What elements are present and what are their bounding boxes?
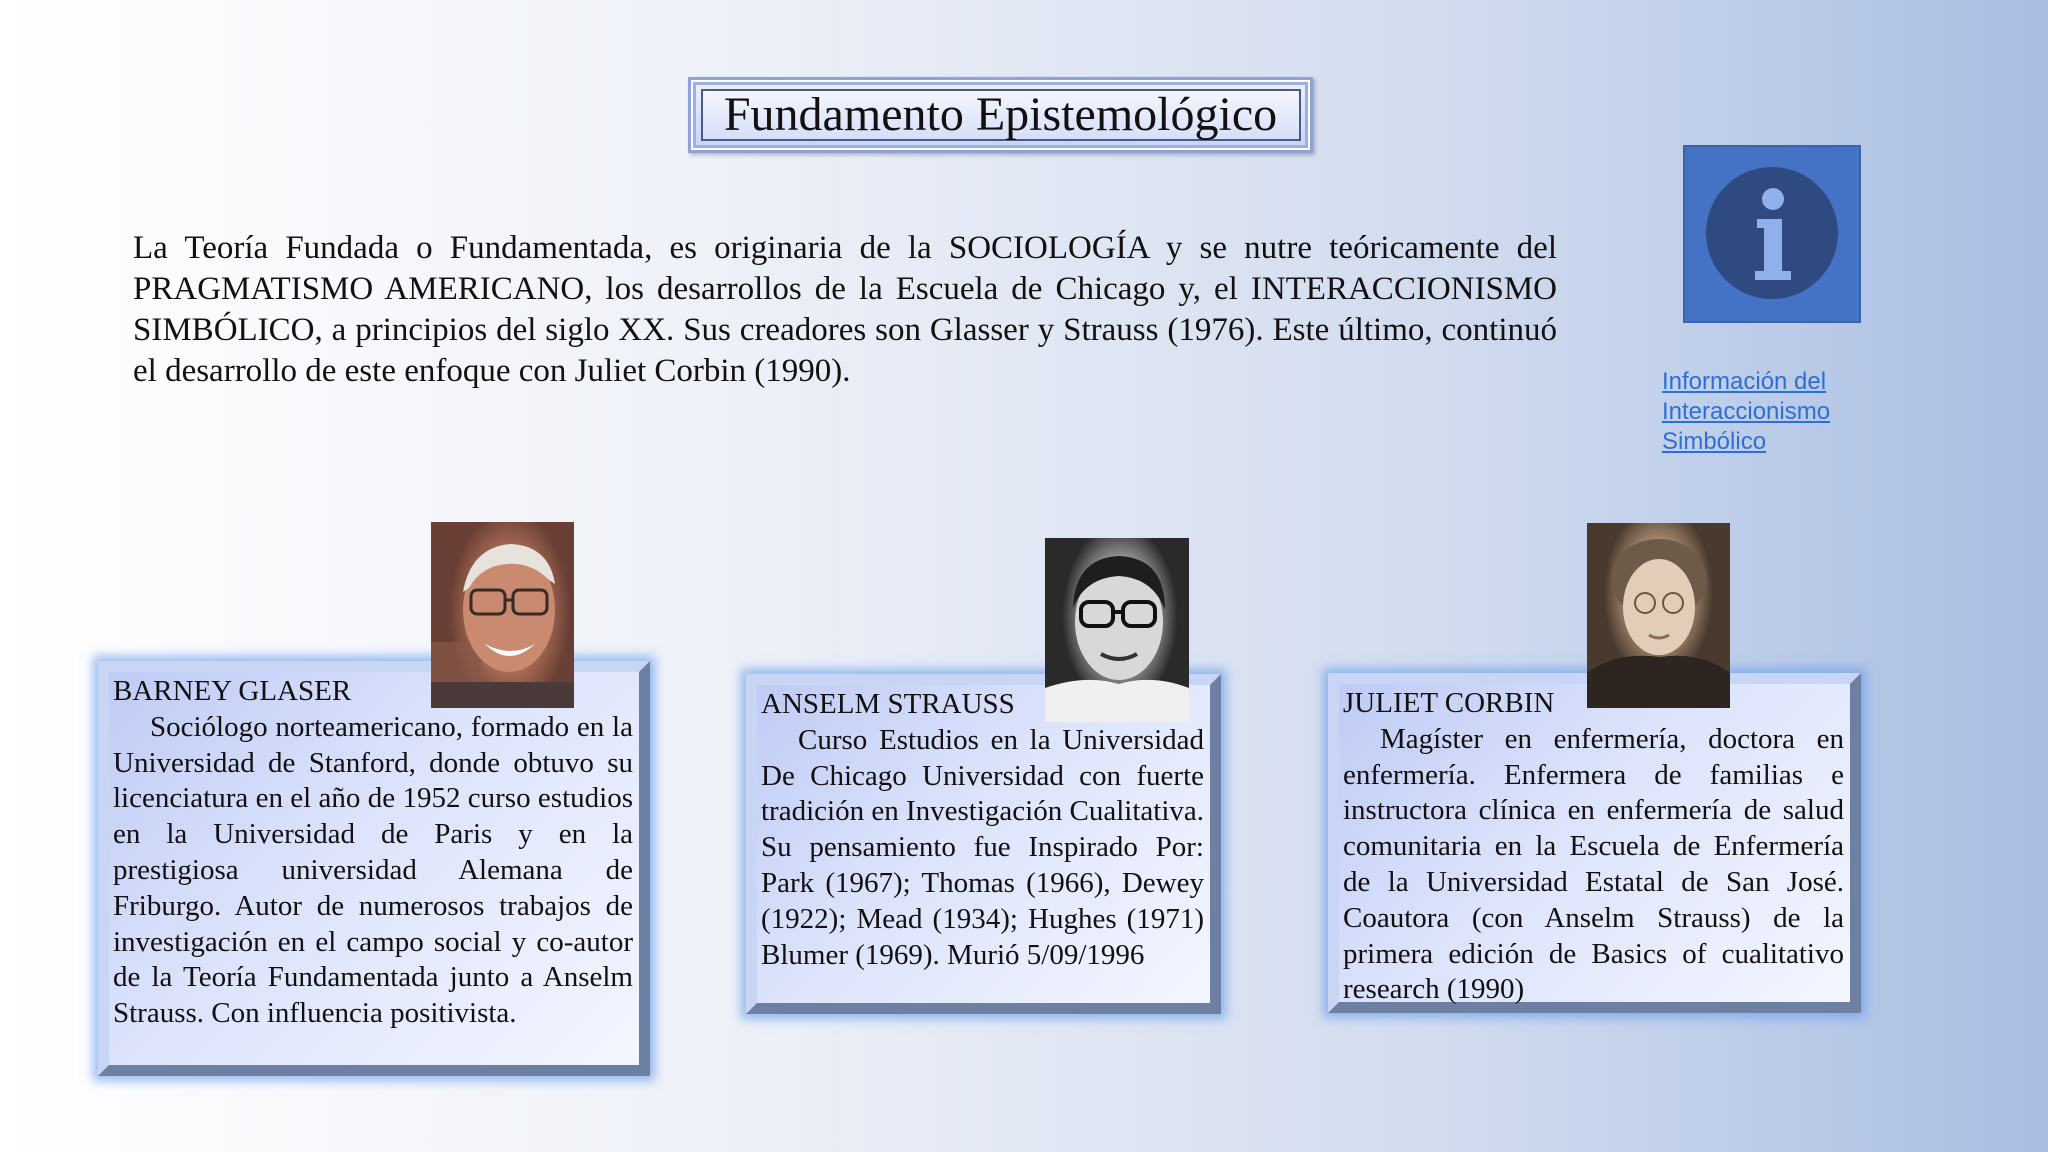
- title-frame: [701, 89, 1301, 141]
- link-line-2: Interaccionismo: [1662, 398, 1831, 425]
- portrait-graphic: [431, 522, 574, 708]
- card-name: ANSELM STRAUSS: [761, 688, 1015, 720]
- intro-paragraph: La Teoría Fundada o Fundamentada, es originaria de la SOCIOLOGÍA y se nutre teóricamente del PRAGMATISMO AMERICANO, los desarrollos de la Escuela de Chicago y, el INTERACCIONISMO SIMBÓLICO, a principios del siglo XX. Sus creadores son Glasser y Strauss (1976). Este último, continuó el desarrollo de este enfoque con Juliet Corbin (1990).: [133, 230, 1557, 389]
- photo-juliet-corbin: [1587, 523, 1730, 708]
- card-barney-glaser: [98, 661, 650, 1076]
- photo-barney-glaser: [431, 522, 574, 708]
- card-text: Curso Estudios en la Universidad De Chicago Universidad con fuerte tradición en Investigación Cualitativa. Su pensamiento fue Inspirado Por: Park (1967); Thomas (1966), Dewey (1922); Mead (1934); Hughes (1971) Blumer (1969). Murió 5/09/1996: [761, 723, 1204, 971]
- portrait-graphic: [1045, 538, 1189, 722]
- card-text: Sociólogo norteamericano, formado en la Universidad de Stanford, donde obtuvo su licenciatura en el año de 1952 curso estudios en la Universidad de Paris y en la prestigiosa universidad Alemana de Friburgo. Autor de numerosos trabajos de investigación en el campo social y co-autor de la Teoría Fundamentada junto a Anselm Strauss. Con influencia positivista.: [113, 710, 633, 1030]
- photo-anselm-strauss: [1045, 538, 1189, 722]
- portrait-graphic: [1587, 523, 1730, 708]
- card-name: JULIET CORBIN: [1343, 687, 1555, 719]
- info-icon-graphic: [1685, 147, 1859, 321]
- card-juliet-corbin: [1328, 673, 1861, 1013]
- link-line-3: Simbólico: [1662, 428, 1767, 455]
- title-box: [688, 77, 1313, 153]
- interaccionismo-link[interactable]: [1662, 367, 1862, 457]
- card-anselm-strauss: [746, 674, 1221, 1014]
- link-line-1: Información del: [1662, 368, 1827, 395]
- card-name: BARNEY GLASER: [113, 675, 352, 707]
- card-text: Magíster en enfermería, doctora en enfermería. Enfermera de familias e instructora clínica en enfermería de salud comunitaria en la Escuela de Enfermería de la Universidad Estatal de San José. Coautora (con Anselm Strauss) de la primera edición de Basics of cualitativo research (1990): [1343, 722, 1844, 1006]
- page-title: Fundamento Epistemológico: [723, 88, 1278, 141]
- info-icon[interactable]: [1683, 145, 1861, 323]
